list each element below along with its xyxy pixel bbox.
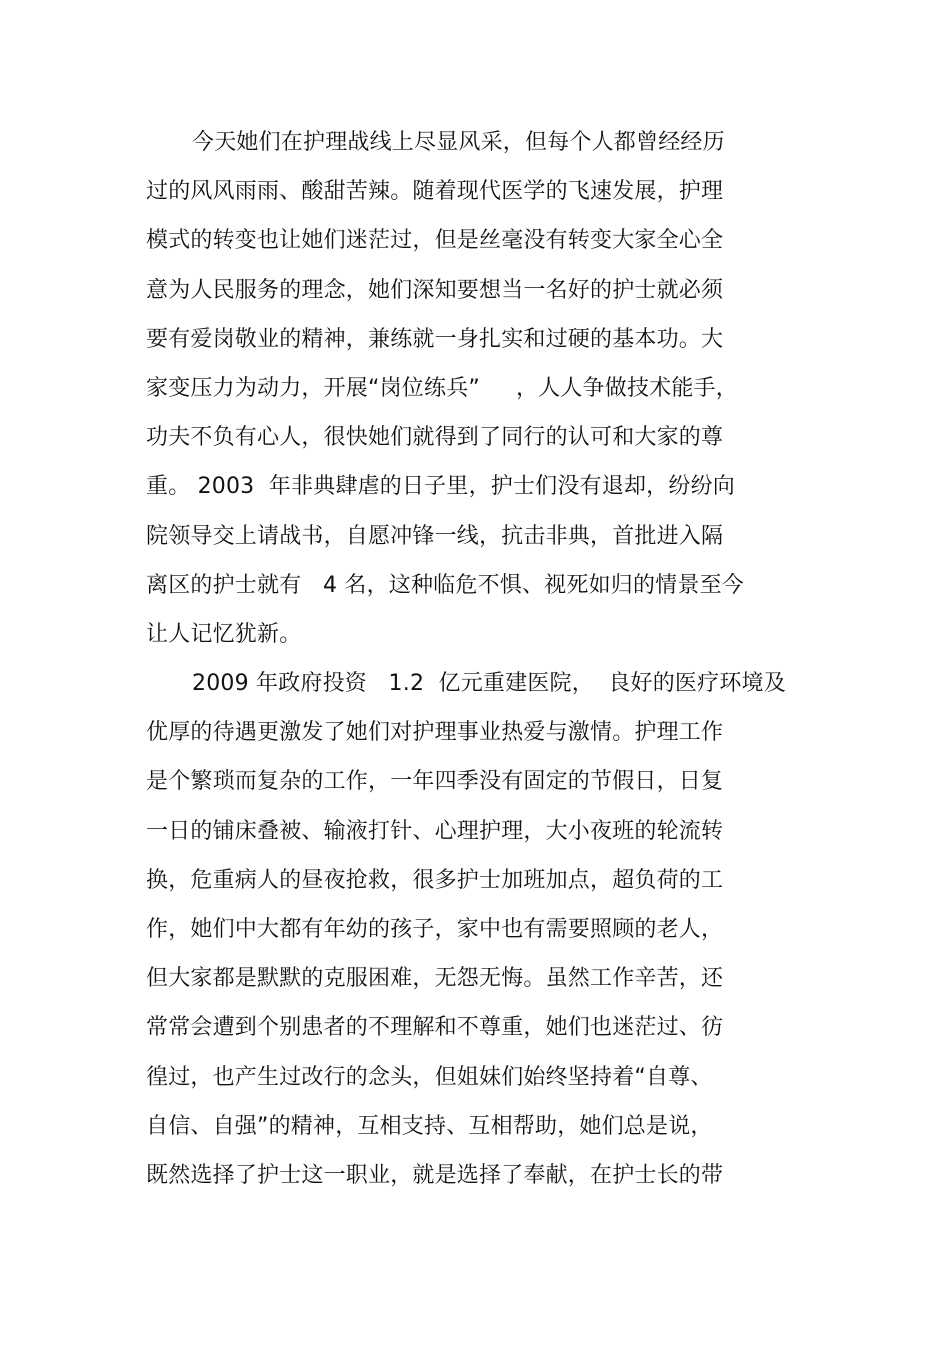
body-text bbox=[146, 118, 806, 1200]
text-line: 重。 2003 年非典肆虐的日子里，护士们没有退却，纷纷向 bbox=[146, 474, 735, 500]
text-line: 徨过，也产生过改行的念头，但姐妹们始终坚持着“自尊、 bbox=[146, 1064, 713, 1090]
text-line: 意为人民服务的理念，她们深知要想当一名好的护士就必须 bbox=[146, 277, 724, 303]
text-line: 功夫不负有心人，很快她们就得到了同行的认可和大家的尊 bbox=[146, 425, 724, 451]
text-line: 院领导交上请战书，自愿冲锋一线，抗击非典，首批进入隔 bbox=[146, 523, 724, 549]
text-line: 要有爱岗敬业的精神，兼练就一身扎实和过硬的基本功。大 bbox=[146, 326, 724, 352]
text-line: 优厚的待遇更激发了她们对护理事业热爱与激情。护理工作 bbox=[146, 720, 724, 746]
text-line: 自信、自强”的精神，互相支持、互相帮助，她们总是说， bbox=[146, 1113, 713, 1139]
text-line: 一日的铺床叠被、输液打针、心理护理，大小夜班的轮流转 bbox=[146, 818, 724, 844]
text-line: 今天她们在护理战线上尽显风采，但每个人都曾经经历 bbox=[192, 130, 725, 155]
text-line: 既然选择了护士这一职业，就是选择了奉献，在护士长的带 bbox=[146, 1162, 724, 1188]
text-line: 作，她们中大都有年幼的孩子，家中也有需要照顾的老人， bbox=[146, 917, 724, 942]
text-line: 但大家都是默默的克服困难，无怨无悔。虽然工作辛苦，还 bbox=[146, 966, 724, 992]
text-line: 换，危重病人的昼夜抢救，很多护士加班加点，超负荷的工 bbox=[146, 867, 724, 893]
text-line: 过的风风雨雨、酸甜苦辣。随着现代医学的飞速发展，护理 bbox=[146, 179, 724, 205]
text-line: 是个繁琐而复杂的工作，一年四季没有固定的节假日，日复 bbox=[146, 769, 724, 795]
text-line: 家变压力为动力，开展“岗位练兵” ，人人争做技术能手， bbox=[146, 375, 738, 401]
text-line: 常常会遭到个别患者的不理解和不尊重，她们也迷茫过、彷 bbox=[146, 1015, 724, 1041]
text-line: 离区的护士就有 4 名，这种临危不惧、视死如归的情景至今 bbox=[146, 572, 744, 598]
text-line: 让人记忆犹新。 bbox=[146, 621, 302, 647]
text-line: 2009 年政府投资 1.2 亿元重建医院， 良好的医疗环境及 bbox=[192, 671, 786, 697]
text-line: 模式的转变也让她们迷茫过，但是丝毫没有转变大家全心全 bbox=[146, 228, 724, 254]
